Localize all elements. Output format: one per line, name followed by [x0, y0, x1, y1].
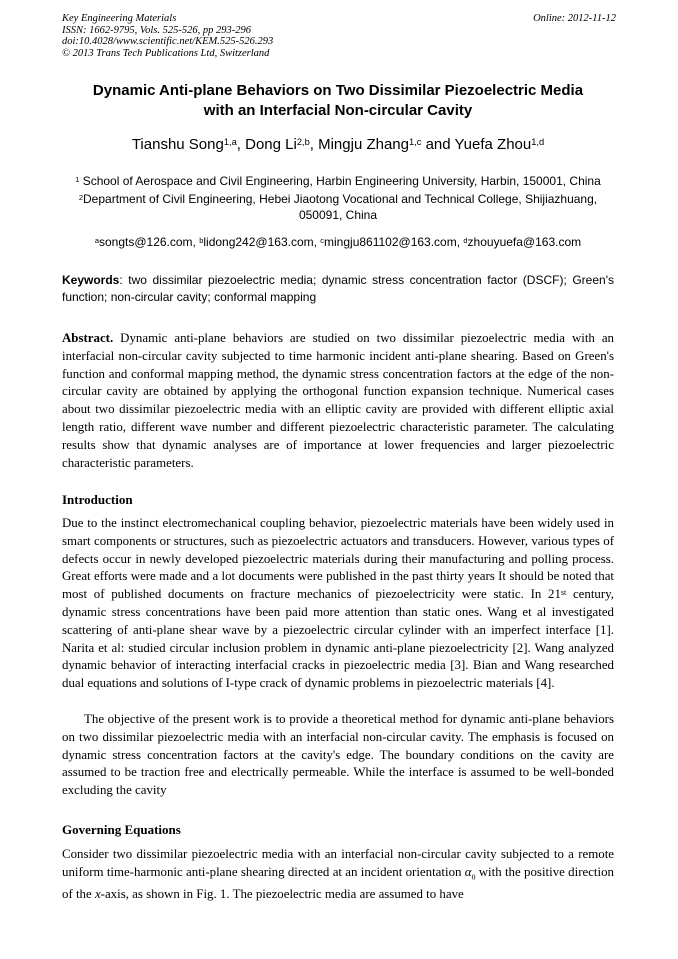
journal-header — [62, 13, 273, 59]
email-mark: a — [94, 235, 99, 245]
abstract-label: Abstract. — [62, 331, 114, 345]
governing-equations-heading: Governing Equations — [62, 822, 181, 837]
email-link[interactable]: zhouyuefa@163.com — [467, 235, 582, 249]
keywords — [62, 272, 614, 306]
author-list — [62, 135, 614, 154]
author-name: Yuefa Zhou — [454, 136, 532, 153]
email-link[interactable]: lidong242@163.com — [203, 235, 314, 249]
abstract-text: Dynamic anti-plane behaviors are studied on two dissimilar piezoelectric media with an interfacial non-circular cavity subjected to time harmonic incident anti-plane shearing. Based on Green's function and conformal mapping method, the dynamic stress concentration factors at the edge of the non-circular cavity are obtained by applying the orthogonal function expansion technique. Numerical cases about two dissimilar piezoelectric media with an elliptic cavity are provided with different elliptic axial length ratio, different wave number and different piezoelectric characteristic parameter. The calculating results show that dynamic analyses are of importance at lower frequencies and larger piezoelectric characteristic parameters. — [62, 331, 614, 470]
author-affil-mark: 1,c — [409, 136, 422, 147]
email-mark: c — [320, 235, 325, 245]
email-mark: d — [463, 235, 468, 245]
affil-text: 050091, China — [298, 208, 378, 222]
affil-mark: 2 — [78, 192, 84, 202]
intro-text: century, dynamic stress concentrations have been paid more attention than static ones. Wang et al investigated scattering of anti-plane shear wave by a piezoelectric circular cylinder with an imperfect interface [1]. Narita et al: studied circular inclusion problem in dynamic anti-plane piezoelectricity [2]. Wang analyzed dynamic behavior of interacting interfacial cracks in piezoelectric media [3]. Bian and Wang researched dual equations and solutions of I-type crack of dynamic problems in piezoelectric materials [4]. — [62, 587, 614, 691]
keywords-text: : two dissimilar piezoelectric media; dynamic stress concentration factor (DSCF); Green's function; non-circular cavity; conformal mapping — [62, 273, 614, 304]
paper-title — [62, 81, 614, 121]
author-affil-mark: 1,d — [531, 136, 545, 147]
alpha-subscript: 0 — [471, 872, 476, 882]
author-name: Mingju Zhang — [318, 136, 409, 153]
email-line: $^a$songts@126.com, $^b$lidong242@163.com, $^c$mingju861102@163.com, $^d$zhouyuefa@163.com — [94, 235, 582, 249]
online-date: Online: 2012-11-12 — [533, 13, 616, 24]
gov-text: Consider two dissimilar piezoelectric media with an interfacial non-circular cavity subjected to a remote uniform time-harmonic anti-plane shearing directed at an incident orientation — [62, 847, 614, 879]
author-name: Tianshu Song — [131, 136, 224, 153]
affil-mark: 1 — [75, 174, 80, 184]
title-line-1: Dynamic Anti-plane Behaviors on Two Dissimilar Piezoelectric Media — [92, 82, 584, 99]
email-link[interactable]: mingju861102@163.com — [324, 235, 457, 249]
intro-text: Due to the instinct electromechanical coupling behavior, piezoelectric materials have been widely used in smart components or structures, such as piezoelectric actuators and transducers. However, various types of defects occur in newly developed piezoelectric materials during their manufacturing and polling process. Great efforts were made and a lot documents were published in the past thirty years It should be noted that most of published documents on fracture mechanics of piezoelectricity were static. In 21 — [62, 516, 614, 602]
affil-text: School of Aerospace and Civil Engineering, Harbin Engineering University, Harbin, 150001, China — [79, 174, 601, 188]
keywords-label: Keywords — [62, 273, 120, 287]
copyright-line: © 2013 Trans Tech Publications Ltd, Switzerland — [62, 47, 270, 59]
alpha-symbol: α — [464, 864, 472, 879]
introduction-paragraph-1 — [62, 515, 614, 693]
affiliation-2 — [62, 191, 614, 223]
governing-paragraph — [62, 846, 614, 904]
gov-text: -axis, as shown in Fig. 1. The piezoelectric media are assumed to have — [100, 887, 464, 902]
abstract — [62, 330, 614, 472]
introduction-heading: Introduction — [62, 492, 133, 507]
journal-name: Key Engineering Materials — [62, 13, 177, 24]
x-variable: x — [94, 887, 101, 902]
gov-text: with the positive direction of the — [62, 864, 614, 902]
title-line-2: with an Interfacial Non-circular Cavity — [203, 102, 473, 119]
author-name: Dong Li — [245, 136, 297, 153]
author-separator: , — [309, 136, 319, 153]
ordinal-suffix: st — [560, 587, 567, 597]
author-affil-mark: 2,b — [296, 136, 310, 147]
affil-text: Department of Civil Engineering, Hebei Jiaotong Vocational and Technical College, Shijiazhuang, — [83, 192, 598, 206]
author-separator: and — [421, 136, 455, 153]
affiliation-1 — [62, 173, 614, 189]
doi-line: doi:10.4028/www.scientific.net/KEM.525-526.293 — [62, 36, 274, 47]
email-link[interactable]: songts@126.com — [98, 235, 193, 249]
introduction-paragraph-2: The objective of the present work is to provide a theoretical method for dynamic anti-plane behaviors on two dissimilar piezoelectric media with an interfacial non-circular cavity. The emphasis is focused on dynamic stress concentration factors at the cavity's edge. The boundary conditions on the cavity are assumed to be traction free and electrically permeable. While the interface is assumed to be well-bonded excluding the cavity — [62, 712, 614, 798]
author-affil-mark: 1,a — [223, 136, 237, 147]
author-separator: , — [236, 136, 246, 153]
issn-line: ISSN: 1662-9795, Vols. 525-526, pp 293-296 — [62, 24, 251, 36]
email-mark: b — [199, 235, 204, 245]
